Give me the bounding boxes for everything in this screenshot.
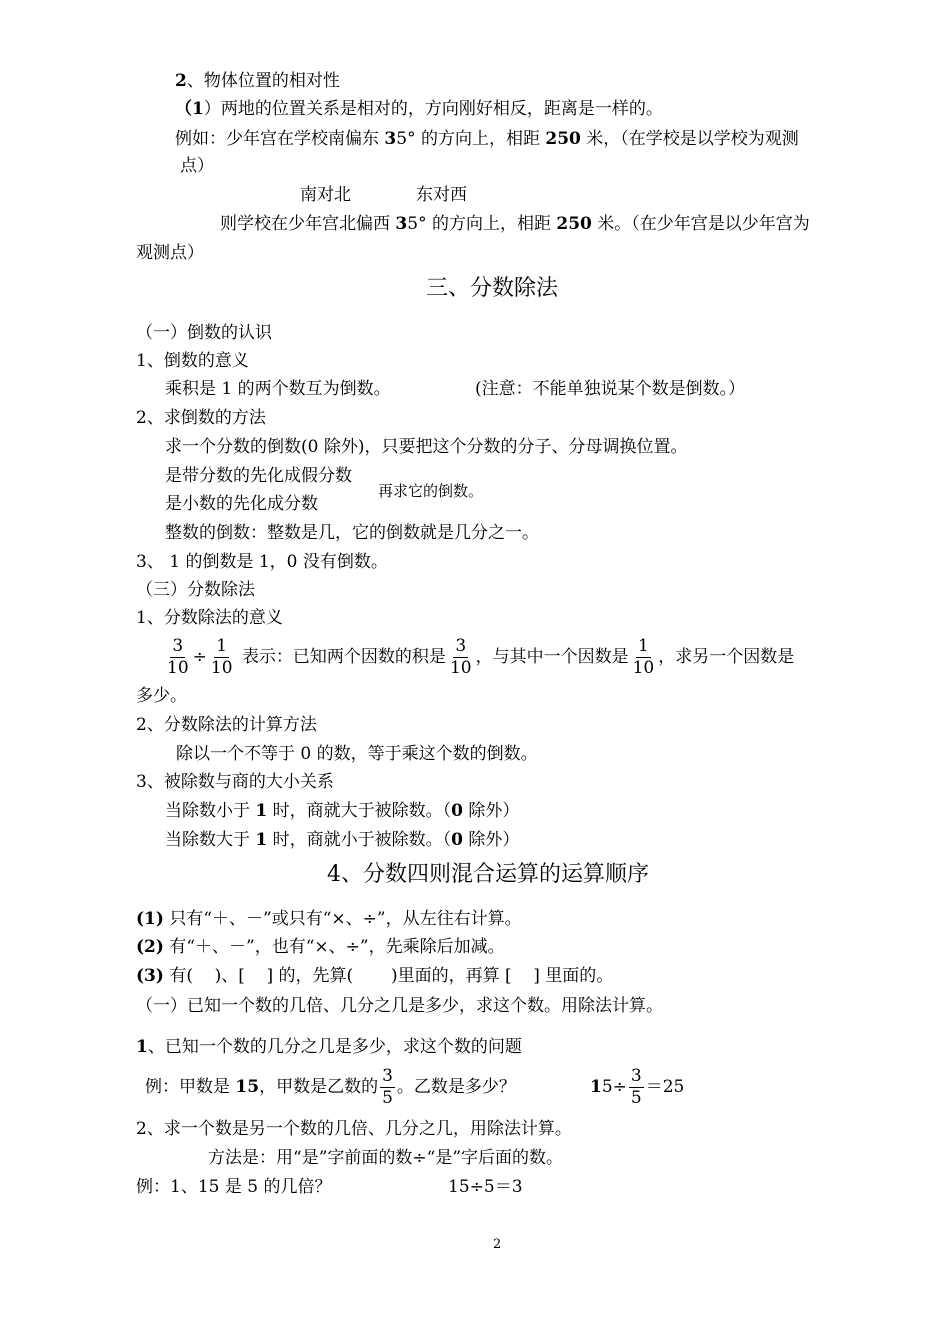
problem-1-example: 例：甲数是 15，甲数是乙数的 $\frac{3}{5}$ 。乙数是多少？: [145, 1066, 516, 1108]
division-item-3: 3、被除数与商的大小关系: [136, 772, 334, 792]
find-number-heading: （一）已知一个数的几倍、几分之几是多少，求这个数。用除法计算。: [136, 996, 663, 1016]
problem-type-2: 2、求一个数是另一个数的几倍、几分之几，用除法计算。: [136, 1119, 572, 1139]
relativity-statement: （1）两地的位置关系是相对的，方向刚好相反，距离是一样的。: [175, 99, 663, 119]
division-meaning-continued: 多少。: [136, 686, 187, 706]
relation-greater-than-one: 当除数大于 1 时，商就小于被除数。（0 除外）: [165, 830, 520, 850]
fraction-3-10: $\frac{3}{10}$: [167, 636, 189, 678]
decimal-rule: 是小数的先化成分数: [165, 494, 318, 514]
integer-reciprocal-rule: 整数的倒数：整数是几，它的倒数就是几分之一。: [165, 523, 539, 543]
reciprocal-method: 求一个分数的倒数(0 除外)，只要把这个分数的分子、分母调换位置。: [165, 437, 688, 457]
division-item-2: 2、分数除法的计算方法: [136, 715, 317, 735]
relation-less-than-one: 当除数小于 1 时，商就大于被除数。（0 除外）: [165, 801, 520, 821]
reciprocal-item-1: 1、倒数的意义: [136, 351, 249, 371]
reciprocal-definition: 乘积是 1 的两个数互为倒数。: [165, 379, 391, 399]
fraction-1-10-factor: $\frac{1}{10}$: [632, 636, 655, 678]
example-2-continued: 观测点）: [136, 243, 204, 263]
chapter-3-title: 三、分数除法: [426, 276, 559, 301]
division-item-1: 1、分数除法的意义: [136, 608, 283, 628]
order-rule-1: (1) 只有“＋、－”或只有“×、÷”，从左往右计算。: [136, 909, 522, 929]
problem-2-calculation: 15÷5＝3: [448, 1177, 523, 1197]
reciprocal-item-2: 2、求倒数的方法: [136, 408, 266, 428]
division-meaning-line: $\frac{3}{10}$ ÷ $\frac{1}{10}$ 表示：已知两个因数的积是 $\frac{3}{10}$ ，与其中一个因数是 $\frac{1}{10}$ ，求另一个因数是: [167, 636, 795, 678]
division-method: 除以一个不等于 0 的数，等于乘这个数的倒数。: [176, 744, 538, 764]
problem-type-1: 1、已知一个数的几分之几是多少，求这个数的问题: [136, 1037, 522, 1057]
fraction-3-5: $\frac{3}{5}$: [382, 1066, 393, 1108]
order-rule-3: (3) 有( )、[ ] 的，先算( )里面的，再算 [ ] 里面的。: [136, 966, 614, 986]
fraction-3-10-product: $\frac{3}{10}$: [449, 636, 472, 678]
problem-2-method: 方法是：用“是”字前面的数÷“是”字后面的数。: [208, 1148, 564, 1168]
opposite-east-west: 东对西: [416, 185, 467, 205]
reciprocal-item-3: 3、 1 的倒数是 1，0 没有倒数。: [136, 552, 388, 572]
opposite-north-south: 南对北: [300, 185, 351, 205]
fraction-3-5-divisor: $\frac{3}{5}$: [630, 1066, 642, 1108]
then-reciprocal-note: 再求它的倒数。: [378, 482, 484, 500]
example-1-line: 例如：少年宫在学校南偏东 35° 的方向上，相距 250 米，（在学校是以学校为观测: [175, 129, 799, 149]
reciprocal-heading: （一）倒数的认识: [136, 323, 272, 343]
mixed-number-rule: 是带分数的先化成假分数: [165, 466, 352, 486]
example-2-line: 则学校在少年宫北偏西 35° 的方向上，相距 250 米。（在少年宫是以少年宫为: [220, 214, 810, 234]
order-of-operations-title: 4、分数四则混合运算的运算顺序: [327, 862, 649, 887]
problem-2-example: 例：1、15 是 5 的几倍？: [136, 1177, 332, 1197]
problem-1-calculation: 15÷ $\frac{3}{5}$ ＝25: [590, 1066, 685, 1108]
division-heading: （三）分数除法: [136, 580, 255, 600]
reciprocal-note: (注意：不能单独说某个数是倒数。）: [475, 379, 746, 399]
example-1-continued: 点）: [180, 156, 214, 176]
fraction-1-10: $\frac{1}{10}$: [210, 636, 233, 678]
page-number: 2: [493, 1237, 502, 1252]
section-2-heading: 2、物体位置的相对性: [175, 71, 340, 91]
order-rule-2: (2) 有“＋、－”，也有“×、÷”，先乘除后加减。: [136, 937, 505, 957]
